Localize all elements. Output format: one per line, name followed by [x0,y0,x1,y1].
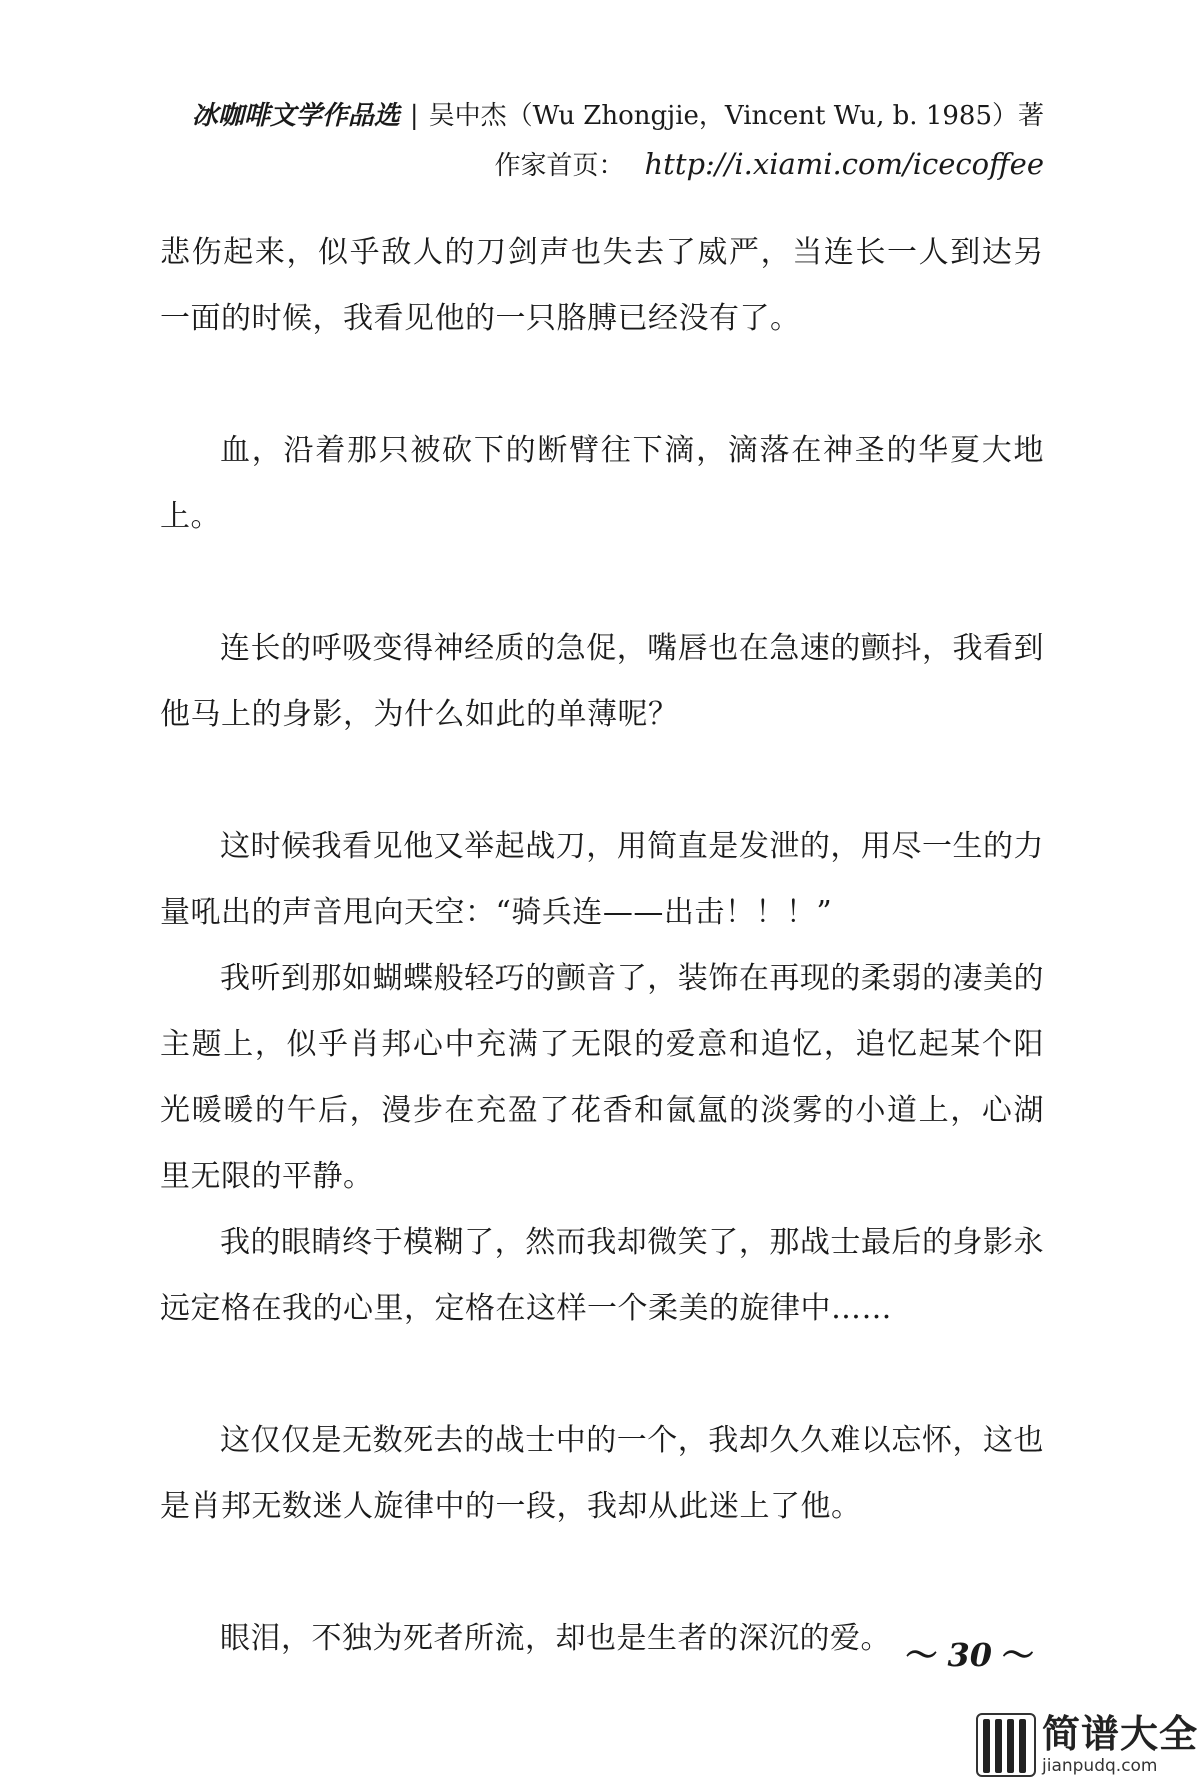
paragraph-gap [160,748,1044,814]
watermark-domain: jianpudq.com [1042,1756,1158,1776]
paragraph-gap [160,550,1044,616]
paragraph-2: 血，沿着那只被砍下的断臂往下滴，滴落在神圣的华夏大地上。 [160,433,1044,534]
watermark [976,1706,1200,1784]
paragraph-gap [160,352,1044,418]
header-title-line [192,96,1044,136]
page-number [895,1630,1044,1676]
paragraph-4: 这时候我看见他又举起战刀，用简直是发泄的，用尽一生的力量吼出的声音甩向天空：“骑兵连——出击！！！” [160,829,1044,930]
header-homepage-line [494,144,1044,186]
tilde-left: ～ [905,1636,938,1674]
tilde-right: ～ [1001,1636,1034,1674]
piano-icon [976,1713,1036,1777]
homepage-label: 作家首页： [494,151,625,181]
body-text [160,220,1044,1672]
paragraph-6: 我的眼睛终于模糊了，然而我却微笑了，那战士最后的身影永远定格在我的心里，定格在这样一个柔美的旋律中…… [160,1225,1044,1326]
paragraph-5: 我听到那如蝴蝶般轻巧的颤音了，装饰在再现的柔弱的凄美的主题上，似乎肖邦心中充满了无限的爱意和追忆，追忆起某个阳光暖暖的午后，漫步在充盈了花香和氤氲的淡雾的小道上，心湖里无限的平静。 [160,961,1044,1194]
paragraph-3: 连长的呼吸变得神经质的急促，嘴唇也在急速的颤抖，我看到他马上的身影，为什么如此的单薄呢？ [160,631,1044,732]
homepage-url: http://i.xiami.com/icecoffee [644,147,1044,181]
series-title: 冰咖啡文学作品选 [191,101,400,131]
paragraph-1: 悲伤起来，似乎敌人的刀剑声也失去了威严，当连长一人到达另一面的时候，我看见他的一只胳膊已经没有了。 [160,235,1044,336]
watermark-name: 简谱大全 [1042,1712,1199,1756]
paragraph-7: 这仅仅是无数死去的战士中的一个，我却久久难以忘怀，这也是肖邦无数迷人旋律中的一段，我却从此迷上了他。 [160,1423,1044,1524]
header-separator: | [409,101,419,131]
paragraph-gap [160,1342,1044,1408]
author-line: 吴中杰（Wu Zhongjie，Vincent Wu, b. 1985）著 [428,101,1044,131]
paragraph-gap [160,1540,1044,1606]
page-number-value: 30 [947,1636,992,1674]
paragraph-8: 眼泪，不独为死者所流，却也是生者的深沉的爱。 [220,1621,891,1656]
